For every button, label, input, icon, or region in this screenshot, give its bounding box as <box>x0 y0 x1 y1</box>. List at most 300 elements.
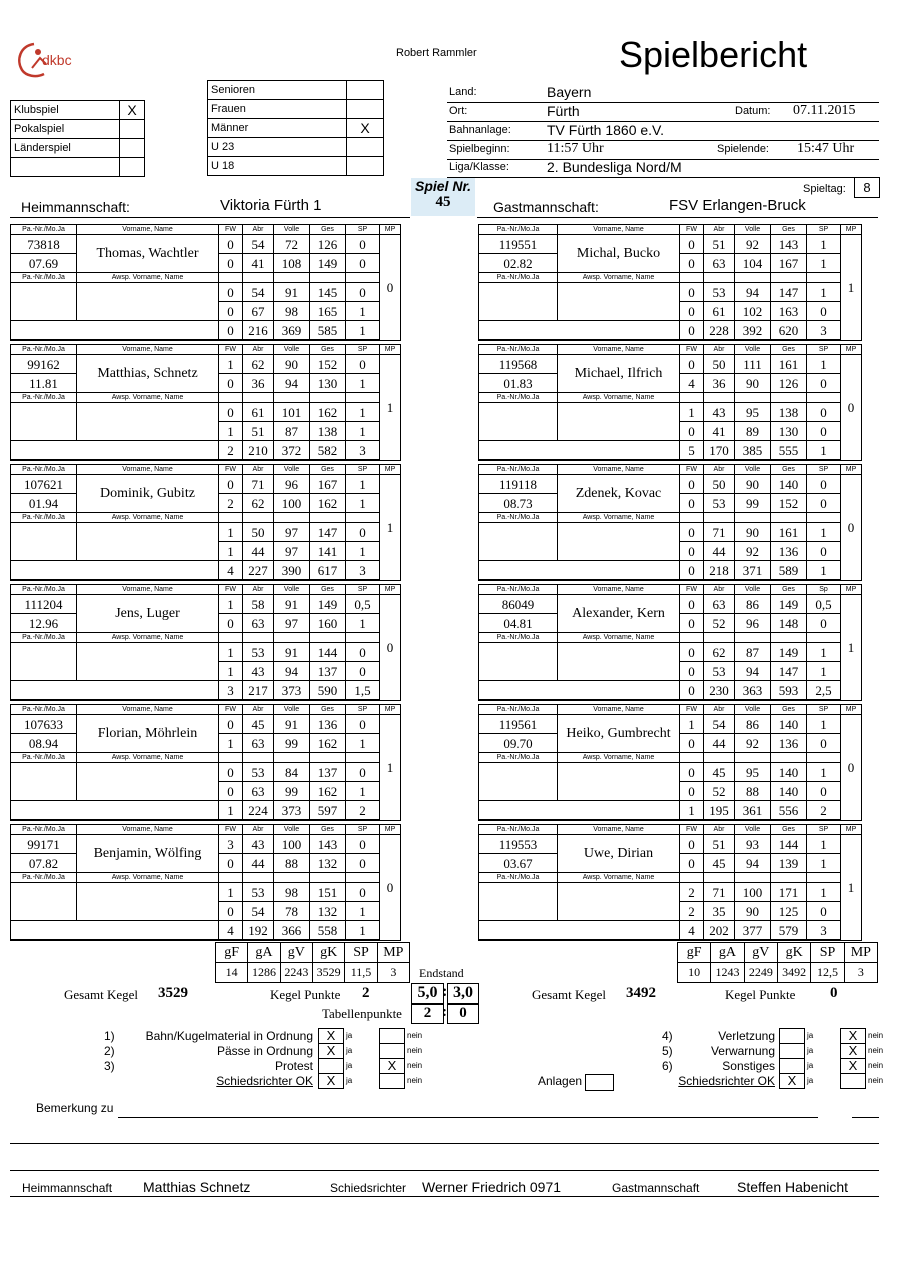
awsp-pa-header: Pa.-Nr./Mo.Ja <box>479 633 558 643</box>
awsp-pa-header: Pa.-Nr./Mo.Ja <box>479 393 558 403</box>
awsp-pa-header: Pa.-Nr./Mo.Ja <box>479 273 558 283</box>
awsp-name[interactable] <box>558 403 680 441</box>
spieltyp-mark[interactable] <box>120 139 145 158</box>
awsp-name[interactable] <box>558 883 680 921</box>
score-abr: 51 <box>243 422 274 441</box>
score-fw: 0 <box>219 782 243 801</box>
col-header-abr: Abr <box>704 225 735 235</box>
awsp-pa[interactable] <box>11 403 77 441</box>
guest-player-block <box>478 344 862 461</box>
empty-cell <box>219 753 243 763</box>
score-abr: 63 <box>243 734 274 753</box>
score-fw: 0 <box>680 235 704 254</box>
kategorie-mark[interactable] <box>347 157 384 176</box>
check-label: Bahn/Kugelmaterial in Ordnung <box>145 1029 313 1043</box>
player-pa-nr: 119551 <box>479 235 558 254</box>
home-kp-label: Kegel Punkte <box>270 987 341 1002</box>
score-ges: 147 <box>310 523 346 542</box>
check-nein-box[interactable]: X <box>379 1058 405 1074</box>
col-header-ges: Ges <box>310 225 346 235</box>
summary-header: gA <box>248 943 280 963</box>
awsp-name-header: Awsp. Vorname, Name <box>77 873 219 883</box>
kategorie-label: U 18 <box>208 157 347 176</box>
awsp-name-header: Awsp. Vorname, Name <box>77 393 219 403</box>
score-volle: 84 <box>274 763 310 782</box>
score-ges: 152 <box>771 494 807 513</box>
awsp-name[interactable] <box>77 763 219 801</box>
score-abr: 216 <box>243 321 274 341</box>
awsp-name[interactable] <box>77 643 219 681</box>
col-header-ges: Ges <box>771 825 807 835</box>
score-sp: 1 <box>346 542 380 561</box>
empty-cell <box>346 513 380 523</box>
score-abr: 218 <box>704 561 735 581</box>
player-name: Alexander, Kern <box>558 595 680 633</box>
score-ges: 125 <box>771 902 807 921</box>
check-ja-box[interactable] <box>779 1028 805 1044</box>
score-ges: 149 <box>771 595 807 614</box>
score-sp: 0 <box>346 254 380 273</box>
empty-cell <box>680 633 704 643</box>
score-sp: 1 <box>807 561 841 581</box>
score-ges: 141 <box>310 542 346 561</box>
check-nein-box[interactable]: X <box>840 1058 866 1074</box>
score-sp: 0 <box>346 715 380 734</box>
score-abr: 217 <box>243 681 274 701</box>
score-ges: 149 <box>310 254 346 273</box>
tab-home: 2 <box>411 1004 444 1024</box>
awsp-name-header: Awsp. Vorname, Name <box>77 753 219 763</box>
score-sp: 3 <box>346 561 380 581</box>
col-header-abr: Abr <box>704 345 735 355</box>
score-sp: 0 <box>807 302 841 321</box>
score-ges: 161 <box>771 523 807 542</box>
score-abr: 53 <box>704 283 735 302</box>
awsp-name-header: Awsp. Vorname, Name <box>558 873 680 883</box>
ja-label: ja <box>807 1031 814 1040</box>
player-name: Dominik, Gubitz <box>77 475 219 513</box>
score-sp: 2 <box>807 801 841 821</box>
col-header-ges: Ges <box>310 585 346 595</box>
total-label-empty <box>11 681 219 701</box>
score-ges: 582 <box>310 441 346 461</box>
total-label-empty <box>479 801 680 821</box>
summary-value: 2249 <box>744 963 777 983</box>
col-header-sp: SP <box>346 585 380 595</box>
check-ja-box[interactable]: X <box>779 1073 805 1089</box>
sig-gast-label: Gastmannschaft <box>612 1181 700 1195</box>
score-fw: 0 <box>680 283 704 302</box>
score-fw: 1 <box>219 542 243 561</box>
score-volle: 102 <box>735 302 771 321</box>
empty-cell <box>704 873 735 883</box>
awsp-pa-header: Pa.-Nr./Mo.Ja <box>11 873 77 883</box>
col-header-volle: Volle <box>735 585 771 595</box>
awsp-pa[interactable] <box>479 643 558 681</box>
col-header-sp: SP <box>807 345 841 355</box>
score-sp: 1 <box>807 883 841 902</box>
score-sp: 3 <box>346 441 380 461</box>
ja-label: ja <box>346 1076 353 1085</box>
awsp-pa[interactable] <box>479 283 558 321</box>
score-ges: 162 <box>310 734 346 753</box>
empty-cell <box>243 513 274 523</box>
score-ges: 162 <box>310 494 346 513</box>
col-header-name: Vorname, Name <box>558 345 680 355</box>
col-header-pa: Pa.-Nr./Mo.Ja <box>479 825 558 835</box>
player-mp: 0 <box>380 595 401 701</box>
score-fw: 1 <box>219 523 243 542</box>
score-fw: 0 <box>680 662 704 681</box>
col-header-volle: Volle <box>735 465 771 475</box>
score-volle: 104 <box>735 254 771 273</box>
awsp-name-header: Awsp. Vorname, Name <box>558 513 680 523</box>
score-sp: 0 <box>346 662 380 681</box>
ja-label: ja <box>346 1031 353 1040</box>
awsp-pa-header: Pa.-Nr./Mo.Ja <box>479 873 558 883</box>
empty-cell <box>807 753 841 763</box>
score-volle: 91 <box>274 643 310 662</box>
logo-text: dkbc <box>42 52 72 68</box>
home-player-block <box>10 824 401 941</box>
score-sp: 0 <box>807 374 841 393</box>
score-volle: 72 <box>274 235 310 254</box>
score-volle: 361 <box>735 801 771 821</box>
awsp-pa[interactable] <box>479 403 558 441</box>
score-abr: 71 <box>243 475 274 494</box>
awsp-name-header: Awsp. Vorname, Name <box>77 513 219 523</box>
score-abr: 36 <box>704 374 735 393</box>
awsp-name[interactable] <box>558 763 680 801</box>
score-sp: 1 <box>807 835 841 854</box>
score-fw: 0 <box>219 475 243 494</box>
score-ges: 137 <box>310 662 346 681</box>
awsp-pa[interactable] <box>479 763 558 801</box>
player-pa-nr: 119561 <box>479 715 558 734</box>
awsp-name[interactable] <box>77 523 219 561</box>
beginn-line: Spielbeginn: 11:57 Uhr Spielende: 15:47 Uhr <box>447 141 879 160</box>
empty-cell <box>310 633 346 643</box>
score-fw: 4 <box>219 921 243 941</box>
empty-cell <box>274 753 310 763</box>
col-header-abr: Abr <box>243 345 274 355</box>
col-header-fw: FW <box>680 825 704 835</box>
awsp-pa[interactable] <box>479 523 558 561</box>
kategorie-mark[interactable] <box>347 138 384 157</box>
score-abr: 53 <box>243 643 274 662</box>
empty-cell <box>807 873 841 883</box>
kategorie-mark[interactable] <box>347 100 384 119</box>
col-header-fw: FW <box>219 825 243 835</box>
summary-header: SP <box>345 943 377 963</box>
score-fw: 2 <box>219 441 243 461</box>
score-volle: 366 <box>274 921 310 941</box>
score-ges: 162 <box>310 403 346 422</box>
col-header-name: Vorname, Name <box>558 585 680 595</box>
kategorie-mark[interactable] <box>347 81 384 100</box>
guest-kp: 0 <box>830 985 838 1001</box>
awsp-name[interactable] <box>77 283 219 321</box>
check-nein-box[interactable] <box>840 1073 866 1089</box>
check-ja-box[interactable] <box>779 1058 805 1074</box>
player-pa-nr: 119553 <box>479 835 558 854</box>
score-fw: 1 <box>219 734 243 753</box>
score-fw: 0 <box>219 403 243 422</box>
score-volle: 373 <box>274 801 310 821</box>
score-abr: 63 <box>243 782 274 801</box>
awsp-name[interactable] <box>77 403 219 441</box>
score-fw: 1 <box>219 801 243 821</box>
empty-cell <box>771 753 807 763</box>
score-ges: 140 <box>771 782 807 801</box>
empty-cell <box>771 873 807 883</box>
col-header-fw: FW <box>219 585 243 595</box>
player-pa-nr: 73818 <box>11 235 77 254</box>
empty-cell <box>807 393 841 403</box>
score-fw: 1 <box>219 595 243 614</box>
summary-value: 14 <box>216 963 248 983</box>
check-ja-box[interactable]: X <box>318 1043 344 1059</box>
score-fw: 0 <box>680 254 704 273</box>
spieltyp-mark[interactable] <box>120 158 145 177</box>
score-abr: 44 <box>243 542 274 561</box>
score-volle: 91 <box>274 715 310 734</box>
col-header-volle: Volle <box>274 705 310 715</box>
awsp-name-header: Awsp. Vorname, Name <box>558 393 680 403</box>
empty-cell <box>310 513 346 523</box>
score-volle: 101 <box>274 403 310 422</box>
score-fw: 0 <box>680 614 704 633</box>
col-header-sp: SP <box>346 345 380 355</box>
score-volle: 95 <box>735 763 771 782</box>
spieltag-label: Spieltag: <box>803 183 846 195</box>
check-number: 2) <box>104 1044 115 1058</box>
score-sp: 2 <box>346 801 380 821</box>
score-fw: 1 <box>680 403 704 422</box>
awsp-name-header: Awsp. Vorname, Name <box>558 273 680 283</box>
check-nein-box[interactable]: X <box>840 1028 866 1044</box>
score-sp: 1 <box>807 854 841 873</box>
score-volle: 108 <box>274 254 310 273</box>
check-label: Schiedsrichter OK <box>216 1074 313 1088</box>
player-birth: 11.81 <box>11 374 77 393</box>
player-pa-nr: 107633 <box>11 715 77 734</box>
empty-cell <box>346 273 380 283</box>
score-abr: 170 <box>704 441 735 461</box>
col-header-mp: MP <box>380 225 401 235</box>
check-ja-box[interactable]: X <box>318 1073 344 1089</box>
check-label: Sonstiges <box>722 1059 775 1073</box>
score-ges: 579 <box>771 921 807 941</box>
ja-label: ja <box>346 1046 353 1055</box>
empty-cell <box>704 393 735 403</box>
score-abr: 192 <box>243 921 274 941</box>
awsp-name[interactable] <box>558 283 680 321</box>
check-nein-box[interactable] <box>379 1028 405 1044</box>
score-fw: 2 <box>680 883 704 902</box>
col-header-mp: MP <box>380 705 401 715</box>
col-header-pa: Pa.-Nr./Mo.Ja <box>11 705 77 715</box>
spieltyp-mark[interactable]: X <box>120 101 145 120</box>
player-mp: 1 <box>841 835 862 941</box>
col-header-fw: FW <box>680 465 704 475</box>
score-abr: 35 <box>704 902 735 921</box>
empty-cell <box>735 633 771 643</box>
score-volle: 111 <box>735 355 771 374</box>
col-header-sp: SP <box>346 465 380 475</box>
score-abr: 227 <box>243 561 274 581</box>
score-ges: 140 <box>771 763 807 782</box>
awsp-pa[interactable] <box>11 643 77 681</box>
score-volle: 86 <box>735 715 771 734</box>
score-ges: 147 <box>771 283 807 302</box>
spieltyp-table <box>10 100 145 177</box>
player-mp: 0 <box>841 475 862 581</box>
score-sp: 1 <box>346 422 380 441</box>
score-volle: 92 <box>735 734 771 753</box>
bemerkung-line[interactable] <box>118 1117 818 1118</box>
awsp-pa[interactable] <box>11 283 77 321</box>
heim-team: Viktoria Fürth 1 <box>220 197 322 214</box>
spieltyp-mark[interactable] <box>120 120 145 139</box>
total-label-empty <box>11 561 219 581</box>
score-sp: 0 <box>346 835 380 854</box>
anlagen-box[interactable] <box>585 1074 614 1091</box>
col-header-fw: FW <box>680 345 704 355</box>
player-name: Benjamin, Wölfing <box>77 835 219 873</box>
empty-cell <box>219 513 243 523</box>
score-volle: 94 <box>274 374 310 393</box>
check-nein-box[interactable] <box>379 1073 405 1089</box>
gast-label: Gastmannschaft: <box>493 199 599 215</box>
col-header-mp: MP <box>380 465 401 475</box>
total-label-empty <box>11 441 219 461</box>
score-volle: 100 <box>274 835 310 854</box>
awsp-pa[interactable] <box>11 523 77 561</box>
score-sp: 0 <box>807 475 841 494</box>
score-fw: 0 <box>680 734 704 753</box>
check-label: Verwarnung <box>710 1044 775 1058</box>
check-ja-box[interactable] <box>779 1043 805 1059</box>
score-abr: 53 <box>243 763 274 782</box>
score-abr: 41 <box>704 422 735 441</box>
col-header-pa: Pa.-Nr./Mo.Ja <box>479 585 558 595</box>
empty-cell <box>704 753 735 763</box>
score-sp: 1 <box>346 734 380 753</box>
summary-header: gF <box>216 943 248 963</box>
score-abr: 44 <box>243 854 274 873</box>
guest-gesamt-label: Gesamt Kegel <box>532 987 607 1002</box>
score-volle: 372 <box>274 441 310 461</box>
awsp-name-header: Awsp. Vorname, Name <box>77 273 219 283</box>
awsp-name[interactable] <box>558 643 680 681</box>
awsp-name[interactable] <box>558 523 680 561</box>
score-fw: 0 <box>680 854 704 873</box>
score-fw: 0 <box>219 283 243 302</box>
check-nein-box[interactable] <box>379 1043 405 1059</box>
col-header-abr: Abr <box>704 465 735 475</box>
kategorie-mark[interactable]: X <box>347 119 384 138</box>
awsp-pa[interactable] <box>11 883 77 921</box>
score-sp: 0 <box>807 494 841 513</box>
empty-cell <box>735 393 771 403</box>
col-header-abr: Abr <box>243 465 274 475</box>
awsp-pa[interactable] <box>11 763 77 801</box>
kategorie-table <box>207 80 384 176</box>
check-nein-box[interactable]: X <box>840 1043 866 1059</box>
score-fw: 0 <box>219 235 243 254</box>
score-sp: 0 <box>807 782 841 801</box>
score-abr: 54 <box>243 902 274 921</box>
score-fw: 4 <box>219 561 243 581</box>
check-label: Schiedsrichter OK <box>678 1074 775 1088</box>
home-player-block <box>10 704 401 821</box>
score-volle: 91 <box>274 595 310 614</box>
player-name: Michael, Ilfrich <box>558 355 680 393</box>
score-abr: 43 <box>704 403 735 422</box>
score-ges: 138 <box>771 403 807 422</box>
score-sp: 0 <box>807 422 841 441</box>
endstand-label: Endstand <box>419 966 464 980</box>
score-abr: 62 <box>243 494 274 513</box>
player-pa-nr: 107621 <box>11 475 77 494</box>
end-guest: 3,0 <box>447 983 479 1004</box>
empty-cell <box>735 513 771 523</box>
score-ges: 140 <box>771 715 807 734</box>
check-ja-box[interactable] <box>318 1058 344 1074</box>
person-name: Robert Rammler <box>396 47 477 59</box>
score-fw: 1 <box>219 422 243 441</box>
score-volle: 94 <box>735 283 771 302</box>
col-header-volle: Volle <box>735 705 771 715</box>
check-ja-box[interactable]: X <box>318 1028 344 1044</box>
bemerkung-label: Bemerkung zu <box>36 1101 114 1115</box>
col-header-sp: SP <box>807 225 841 235</box>
score-sp: 0 <box>346 283 380 302</box>
score-volle: 92 <box>735 542 771 561</box>
score-sp: 0 <box>807 614 841 633</box>
guest-player-block <box>478 704 862 821</box>
score-sp: 1 <box>346 614 380 633</box>
score-sp: 1 <box>807 355 841 374</box>
col-header-abr: Abr <box>704 825 735 835</box>
col-header-name: Vorname, Name <box>77 345 219 355</box>
awsp-pa[interactable] <box>479 883 558 921</box>
score-ges: 137 <box>310 763 346 782</box>
score-volle: 97 <box>274 542 310 561</box>
summary-value: 3 <box>844 963 877 983</box>
score-volle: 88 <box>274 854 310 873</box>
score-sp: 0 <box>807 902 841 921</box>
empty-cell <box>274 873 310 883</box>
score-ges: 620 <box>771 321 807 341</box>
score-volle: 99 <box>274 782 310 801</box>
liga-line: Liga/Klasse: 2. Bundesliga Nord/M <box>447 159 879 178</box>
score-sp: 0 <box>346 523 380 542</box>
player-name: Heiko, Gumbrecht <box>558 715 680 753</box>
col-header-sp: Sp <box>807 585 841 595</box>
home-gesamt: 3529 <box>158 985 188 1001</box>
score-sp: 1 <box>807 441 841 461</box>
summary-value: 1286 <box>248 963 280 983</box>
empty-cell <box>807 513 841 523</box>
awsp-name[interactable] <box>77 883 219 921</box>
player-birth: 04.81 <box>479 614 558 633</box>
awsp-pa-header: Pa.-Nr./Mo.Ja <box>11 513 77 523</box>
score-ges: 145 <box>310 283 346 302</box>
score-ges: 163 <box>771 302 807 321</box>
spiel-nr-box <box>411 178 475 216</box>
